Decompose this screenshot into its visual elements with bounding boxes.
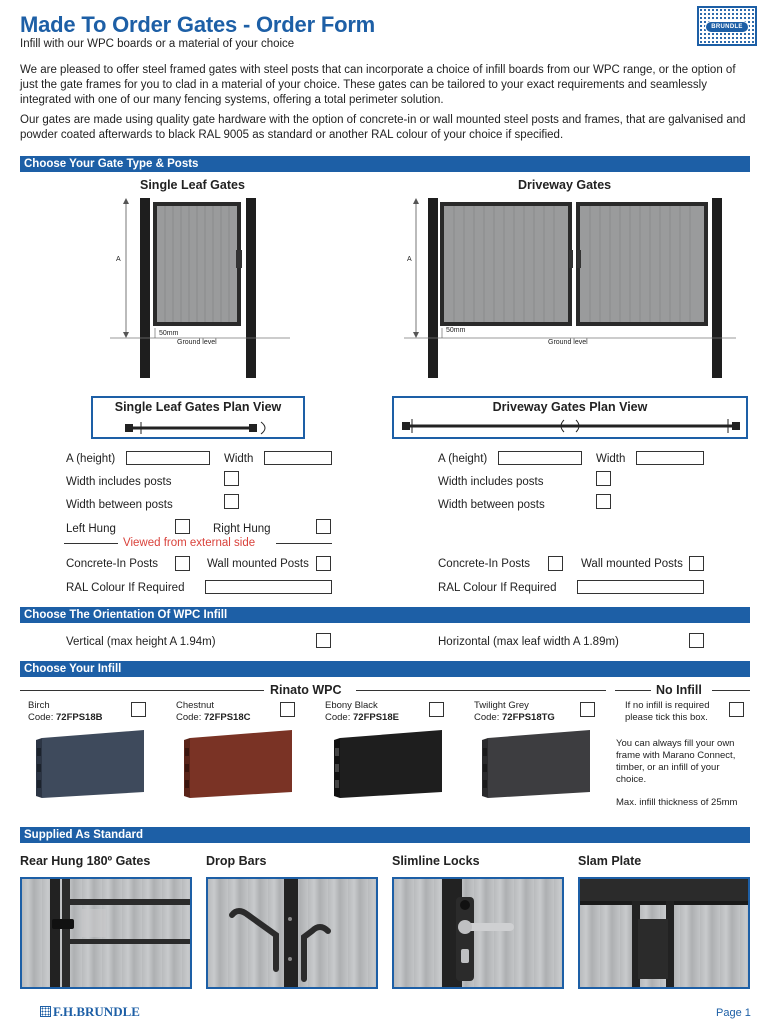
- intro-paragraph-1: We are pleased to offer steel framed gates with steel posts that can incorporate a choice of infill boards from our WPC range, or the option of just the gate frames for you to clad in a material of your choice. These gates can be tailored to your exact requirements and seamlessly integrated with one of our many fencing systems, offering a total perimeter solution.: [20, 64, 736, 106]
- no-infill-line-right: [712, 690, 750, 691]
- standard-item-rear-hung: Rear Hung 180º Gates: [20, 854, 151, 868]
- single-a-height-field[interactable]: [126, 451, 210, 465]
- max-infill-thickness: Max. infill thickness of 25mm: [616, 797, 738, 808]
- slimline-lock-icon: [394, 879, 564, 989]
- swatch-chestnut-name: Chestnut: [176, 700, 215, 711]
- horizontal-orientation-checkbox[interactable]: [689, 633, 704, 648]
- swatch-twilight-name: Twilight Grey: [474, 700, 529, 711]
- single-ral-field[interactable]: [205, 580, 332, 594]
- single-width-between-label: Width between posts: [66, 499, 173, 511]
- swatch-ebony-checkbox[interactable]: [429, 702, 444, 717]
- slam-plate-photo: [578, 877, 750, 989]
- single-a-height-label: A (height): [66, 453, 116, 465]
- no-infill-checkbox[interactable]: [729, 702, 744, 717]
- driveway-concrete-posts-label: Concrete-In Posts: [438, 558, 531, 570]
- driveway-dim-a: A: [407, 256, 412, 263]
- page-subtitle: Infill with our WPC boards or a material of your choice: [20, 38, 295, 50]
- swatch-birch-name: Birch: [28, 700, 50, 711]
- swatch-chestnut-code: Code: 72FPS18C: [176, 712, 251, 723]
- single-dim-50mm: 50mm: [159, 330, 179, 337]
- logo-text: BRUNDLE: [705, 21, 749, 33]
- single-width-posts-checkbox[interactable]: [224, 471, 239, 486]
- rinato-line-left: [20, 690, 264, 691]
- single-plan-view: [91, 396, 305, 439]
- fh-brundle-mark-icon: [40, 1006, 51, 1017]
- driveway-a-height-field[interactable]: [498, 451, 582, 465]
- driveway-ral-field[interactable]: [577, 580, 704, 594]
- brundle-logo: [697, 6, 757, 46]
- no-infill-note: You can always fill your own frame with Marano Connect, timber, or an infill of your choice.: [616, 738, 736, 785]
- rinato-line-right: [356, 690, 606, 691]
- left-hung-checkbox[interactable]: [175, 519, 190, 534]
- driveway-a-height-label: A (height): [438, 453, 488, 465]
- single-width-posts-label: Width includes posts: [66, 476, 172, 488]
- driveway-gate-drawing: [400, 192, 740, 382]
- standard-item-slimline-locks: Slimline Locks: [392, 854, 480, 868]
- single-leaf-heading: Single Leaf Gates: [140, 178, 245, 192]
- swatch-chestnut-checkbox[interactable]: [280, 702, 295, 717]
- horizontal-orientation-label: Horizontal (max leaf width A 1.89m): [438, 636, 619, 648]
- viewed-line-left: [64, 543, 118, 544]
- swatch-ebony-name: Ebony Black: [325, 700, 378, 711]
- driveway-width-posts-checkbox[interactable]: [596, 471, 611, 486]
- single-plan-diagram: [121, 418, 271, 436]
- section-gate-type: Choose Your Gate Type & Posts: [20, 156, 750, 172]
- driveway-width-posts-label: Width includes posts: [438, 476, 544, 488]
- single-width-between-checkbox[interactable]: [224, 494, 239, 509]
- driveway-plan-diagram: [398, 416, 744, 436]
- swatch-birch-code: Code: 72FPS18B: [28, 712, 103, 723]
- swatch-twilight-checkbox[interactable]: [580, 702, 595, 717]
- section-standard: Supplied As Standard: [20, 827, 750, 843]
- slam-plate-icon: [580, 879, 750, 989]
- swatch-twilight-board: [482, 728, 598, 800]
- swatch-chestnut-board: [184, 728, 300, 800]
- right-hung-checkbox[interactable]: [316, 519, 331, 534]
- page-number: Page 1: [716, 1007, 751, 1019]
- left-hung-label: Left Hung: [66, 523, 116, 535]
- no-infill-title: No Infill: [656, 683, 702, 697]
- single-width-field[interactable]: [264, 451, 332, 465]
- single-wall-posts-checkbox[interactable]: [316, 556, 331, 571]
- viewed-from-external-side: Viewed from external side: [123, 537, 256, 549]
- standard-item-slam-plate: Slam Plate: [578, 854, 642, 868]
- intro-paragraph-2: Our gates are made using quality gate hardware with the option of concrete-in or wall mounted steel posts and frames, that are galvanised and powder coated afterwards to black RAL 9005 as standard or another RAL colour of your choice if specified.: [20, 114, 746, 141]
- single-leaf-gate-drawing: [100, 192, 300, 382]
- single-dim-a: A: [116, 256, 121, 263]
- rear-hung-photo: [20, 877, 192, 989]
- single-plan-title: Single Leaf Gates Plan View: [114, 400, 282, 414]
- no-infill-line-left: [615, 690, 651, 691]
- driveway-wall-posts-label: Wall mounted Posts: [581, 558, 683, 570]
- drop-bars-icon: [208, 879, 378, 989]
- driveway-heading: Driveway Gates: [518, 178, 612, 192]
- swatch-twilight-code: Code: 72FPS18TG: [474, 712, 555, 723]
- viewed-line-right: [276, 543, 332, 544]
- single-concrete-posts-checkbox[interactable]: [175, 556, 190, 571]
- page-title: Made To Order Gates - Order Form: [20, 12, 376, 37]
- fh-brundle-logo: [40, 1004, 140, 1020]
- driveway-width-between-checkbox[interactable]: [596, 494, 611, 509]
- vertical-orientation-checkbox[interactable]: [316, 633, 331, 648]
- driveway-width-field[interactable]: [636, 451, 704, 465]
- driveway-ral-label: RAL Colour If Required: [438, 582, 557, 594]
- vertical-orientation-label: Vertical (max height A 1.94m): [66, 636, 216, 648]
- right-hung-label: Right Hung: [213, 523, 271, 535]
- no-infill-text: If no infill is required please tick this box.: [625, 700, 710, 723]
- driveway-plan-view: [392, 396, 748, 439]
- single-ground-level: Ground level: [177, 339, 217, 346]
- rear-hung-hinge-icon: [22, 879, 192, 989]
- slimline-locks-photo: [392, 877, 564, 989]
- single-ral-label: RAL Colour If Required: [66, 582, 185, 594]
- single-concrete-posts-label: Concrete-In Posts: [66, 558, 159, 570]
- swatch-birch-face: [42, 730, 144, 798]
- single-width-label: Width: [224, 453, 254, 465]
- driveway-width-label: Width: [596, 453, 626, 465]
- driveway-dim-50mm: 50mm: [446, 327, 466, 334]
- swatch-ebony-code: Code: 72FPS18E: [325, 712, 399, 723]
- driveway-ground-level: Ground level: [548, 339, 588, 346]
- driveway-wall-posts-checkbox[interactable]: [689, 556, 704, 571]
- swatch-birch-checkbox[interactable]: [131, 702, 146, 717]
- single-wall-posts-label: Wall mounted Posts: [207, 558, 309, 570]
- section-infill: Choose Your Infill: [20, 661, 750, 677]
- section-orientation: Choose The Orientation Of WPC Infill: [20, 607, 750, 623]
- swatch-ebony-board: [334, 728, 450, 800]
- standard-item-drop-bars: Drop Bars: [206, 854, 267, 868]
- driveway-width-between-label: Width between posts: [438, 499, 545, 511]
- driveway-plan-title: Driveway Gates Plan View: [492, 400, 648, 414]
- drop-bars-photo: [206, 877, 378, 989]
- driveway-concrete-posts-checkbox[interactable]: [548, 556, 563, 571]
- fh-brundle-text: F.H.BRUNDLE: [53, 1004, 140, 1019]
- rinato-wpc-title: Rinato WPC: [270, 683, 342, 697]
- swatch-birch-board: [36, 728, 152, 800]
